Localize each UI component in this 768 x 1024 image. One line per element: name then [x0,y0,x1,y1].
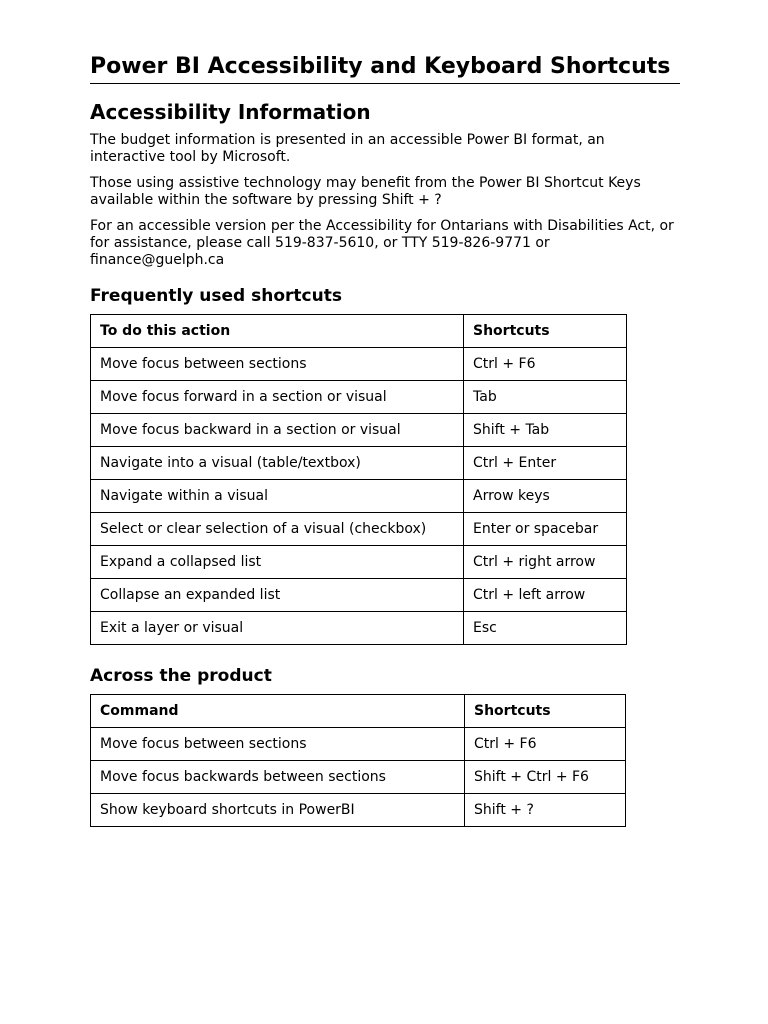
table-row [91,348,627,381]
command-cell: Move focus between sections [91,728,465,761]
paragraph-intro: The budget information is presented in an accessible Power BI format, an interactive tool by Microsoft. [90,132,605,165]
table-row [91,546,627,579]
table-row [91,761,626,794]
action-cell: Expand a collapsed list [91,546,464,579]
shortcut-cell: Ctrl + Enter [464,447,627,480]
action-cell: Collapse an expanded list [91,579,464,612]
shortcut-cell: Ctrl + right arrow [464,546,627,579]
heading-frequently-used-shortcuts: Frequently used shortcuts [90,286,342,306]
table-header-row [91,315,627,348]
frequent-shortcuts-table [90,314,627,645]
command-cell: Move focus backwards between sections [91,761,465,794]
shortcut-cell: Shift + Tab [464,414,627,447]
section-heading-accessibility: Accessibility Information [90,100,371,124]
column-header-shortcuts: Shortcuts [465,695,626,728]
shortcut-cell: Enter or spacebar [464,513,627,546]
table-row [91,447,627,480]
action-cell: Move focus forward in a section or visual [91,381,464,414]
table-row [91,794,626,827]
column-header-command: Command [91,695,465,728]
command-cell: Show keyboard shortcuts in PowerBI [91,794,465,827]
shortcut-cell: Shift + Ctrl + F6 [465,761,626,794]
column-header-shortcuts: Shortcuts [464,315,627,348]
table-row [91,579,627,612]
product-shortcuts-table [90,694,626,827]
shortcut-cell: Shift + ? [465,794,626,827]
action-cell: Move focus between sections [91,348,464,381]
shortcut-cell: Arrow keys [464,480,627,513]
action-cell: Exit a layer or visual [91,612,464,645]
table-row [91,513,627,546]
shortcut-cell: Tab [464,381,627,414]
action-cell: Navigate within a visual [91,480,464,513]
page-title: Power BI Accessibility and Keyboard Shortcuts [90,53,680,84]
shortcut-cell: Ctrl + F6 [464,348,627,381]
shortcut-cell: Ctrl + F6 [465,728,626,761]
table-row [91,728,626,761]
shortcut-cell: Ctrl + left arrow [464,579,627,612]
table-row [91,381,627,414]
shortcut-cell: Esc [464,612,627,645]
column-header-action: To do this action [91,315,464,348]
table-row [91,414,627,447]
action-cell: Select or clear selection of a visual (checkbox) [91,513,464,546]
action-cell: Navigate into a visual (table/textbox) [91,447,464,480]
table-row [91,612,627,645]
table-header-row [91,695,626,728]
paragraph-contact: For an accessible version per the Accessibility for Ontarians with Disabilities Act, or for assistance, please call 519-837-5610, or TTY 519-826-9771 or finance@guelph.ca [90,218,674,268]
heading-across-the-product: Across the product [90,666,272,686]
table-row [91,480,627,513]
action-cell: Move focus backward in a section or visual [91,414,464,447]
paragraph-shortcut-keys: Those using assistive technology may benefit from the Power BI Shortcut Keys available within the software by pressing Shift + ? [90,175,641,208]
